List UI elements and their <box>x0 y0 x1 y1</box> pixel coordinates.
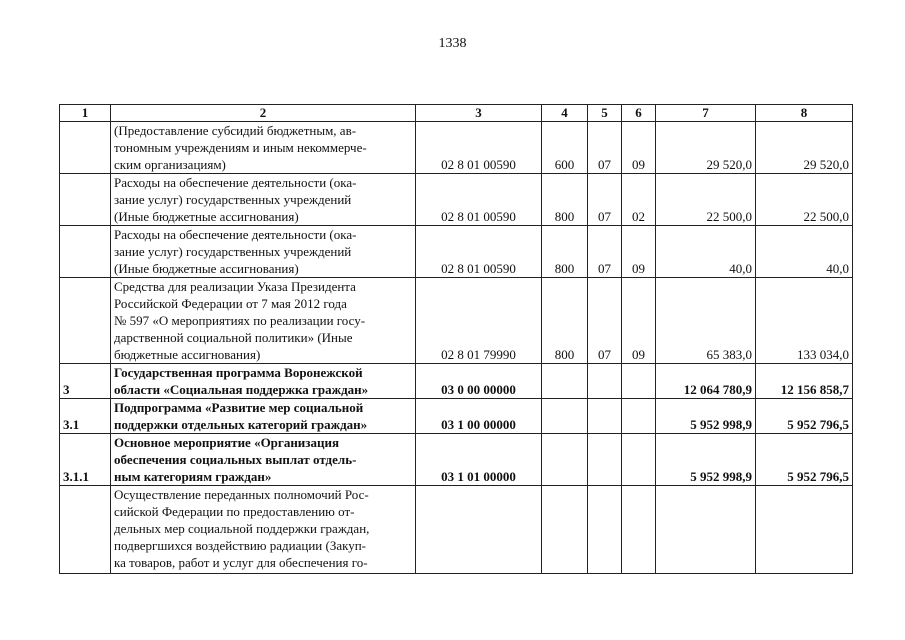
amount-col8: 5 952 796,5 <box>756 399 853 434</box>
description-line: Российской Федерации от 7 мая 2012 года <box>114 296 347 311</box>
section-code: 07 <box>588 226 622 278</box>
subsection-code: 02 <box>622 174 656 226</box>
description-line: ным категориям граждан» <box>114 469 272 484</box>
amount-col8: 29 520,0 <box>756 122 853 174</box>
description-line: Основное мероприятие «Организация <box>114 435 340 450</box>
amount-col7: 22 500,0 <box>656 174 756 226</box>
target-code: 02 8 01 00590 <box>416 122 542 174</box>
target-code: 02 8 01 00590 <box>416 174 542 226</box>
table-row <box>60 278 853 364</box>
target-code: 03 1 00 00000 <box>416 399 542 434</box>
subsection-code: 09 <box>622 278 656 364</box>
column-header: 1 <box>60 105 111 122</box>
description-line: Расходы на обеспечение деятельности (ока- <box>114 227 357 242</box>
table-row <box>60 174 853 226</box>
description-line: ка товаров, работ и услуг для обеспечения го- <box>114 555 368 570</box>
target-code <box>416 486 542 574</box>
table-row-program <box>60 364 853 399</box>
row-description <box>111 278 416 364</box>
row-number: 3 <box>60 364 111 399</box>
section-code <box>588 364 622 399</box>
expense-type: 600 <box>542 122 588 174</box>
description-line: бюджетные ассигнования) <box>114 347 261 362</box>
table-row <box>60 122 853 174</box>
description-line: Средства для реализации Указа Президента <box>114 279 356 294</box>
section-code <box>588 399 622 434</box>
column-header: 5 <box>588 105 622 122</box>
description-line: поддержки отдельных категорий граждан» <box>114 417 368 432</box>
subsection-code <box>622 364 656 399</box>
amount-col7: 12 064 780,9 <box>656 364 756 399</box>
description-line: сийской Федерации по предоставлению от- <box>114 504 355 519</box>
target-code: 03 0 00 00000 <box>416 364 542 399</box>
row-description <box>111 399 416 434</box>
description-line: тономным учреждениям и иным некоммерче- <box>114 140 367 155</box>
table-row-subprogram <box>60 399 853 434</box>
row-number <box>60 226 111 278</box>
description-line: (Иные бюджетные ассигнования) <box>114 261 299 276</box>
description-line: зание услуг) государственных учреждений <box>114 244 352 259</box>
row-description <box>111 122 416 174</box>
row-number <box>60 122 111 174</box>
subsection-code <box>622 399 656 434</box>
description-line: подвергшихся воздействию радиации (Закуп- <box>114 538 367 553</box>
amount-col7: 65 383,0 <box>656 278 756 364</box>
column-header: 7 <box>656 105 756 122</box>
description-line: № 597 «О мероприятиях по реализации госу- <box>114 313 366 328</box>
amount-col7 <box>656 486 756 574</box>
section-code <box>588 486 622 574</box>
expense-type <box>542 364 588 399</box>
expense-type: 800 <box>542 278 588 364</box>
column-header: 8 <box>756 105 853 122</box>
row-number <box>60 174 111 226</box>
column-header: 2 <box>111 105 416 122</box>
description-line: обеспечения социальных выплат отдель- <box>114 452 357 467</box>
section-code: 07 <box>588 174 622 226</box>
target-code: 02 8 01 00590 <box>416 226 542 278</box>
description-line: Осуществление переданных полномочий Рос- <box>114 487 369 502</box>
row-number: 3.1 <box>60 399 111 434</box>
section-code: 07 <box>588 122 622 174</box>
table-row-main-activity <box>60 434 853 486</box>
description-line: ским организациям) <box>114 157 226 172</box>
expense-type <box>542 486 588 574</box>
column-header: 6 <box>622 105 656 122</box>
amount-col8 <box>756 486 853 574</box>
description-line: дельных мер социальной поддержки граждан, <box>114 521 370 536</box>
row-description <box>111 226 416 278</box>
amount-col8: 133 034,0 <box>756 278 853 364</box>
subsection-code: 09 <box>622 226 656 278</box>
description-line: Подпрограмма «Развитие мер социальной <box>114 400 364 415</box>
amount-col7: 5 952 998,9 <box>656 399 756 434</box>
description-line: области «Социальная поддержка граждан» <box>114 382 369 397</box>
subsection-code: 09 <box>622 122 656 174</box>
target-code: 03 1 01 00000 <box>416 434 542 486</box>
expense-type: 800 <box>542 174 588 226</box>
column-header: 3 <box>416 105 542 122</box>
row-description <box>111 174 416 226</box>
row-number: 3.1.1 <box>60 434 111 486</box>
description-line: (Иные бюджетные ассигнования) <box>114 209 299 224</box>
table-row <box>60 486 853 574</box>
section-code <box>588 434 622 486</box>
row-description <box>111 364 416 399</box>
amount-col7: 29 520,0 <box>656 122 756 174</box>
row-number <box>60 486 111 574</box>
row-description <box>111 486 416 574</box>
description-line: (Предоставление субсидий бюджетным, ав- <box>114 123 357 138</box>
amount-col8: 22 500,0 <box>756 174 853 226</box>
budget-table <box>59 104 853 574</box>
table-row <box>60 226 853 278</box>
description-line: Расходы на обеспечение деятельности (ока- <box>114 175 357 190</box>
amount-col8: 12 156 858,7 <box>756 364 853 399</box>
section-code: 07 <box>588 278 622 364</box>
amount-col8: 40,0 <box>756 226 853 278</box>
amount-col8: 5 952 796,5 <box>756 434 853 486</box>
row-description <box>111 434 416 486</box>
subsection-code <box>622 434 656 486</box>
target-code: 02 8 01 79990 <box>416 278 542 364</box>
row-number <box>60 278 111 364</box>
expense-type <box>542 399 588 434</box>
header-row <box>60 105 853 122</box>
expense-type <box>542 434 588 486</box>
amount-col7: 40,0 <box>656 226 756 278</box>
column-header: 4 <box>542 105 588 122</box>
description-line: зание услуг) государственных учреждений <box>114 192 352 207</box>
subsection-code <box>622 486 656 574</box>
page-number: 1338 <box>438 36 467 51</box>
amount-col7: 5 952 998,9 <box>656 434 756 486</box>
description-line: Государственная программа Воронежской <box>114 365 363 380</box>
description-line: дарственной социальной политики» (Иные <box>114 330 353 345</box>
expense-type: 800 <box>542 226 588 278</box>
